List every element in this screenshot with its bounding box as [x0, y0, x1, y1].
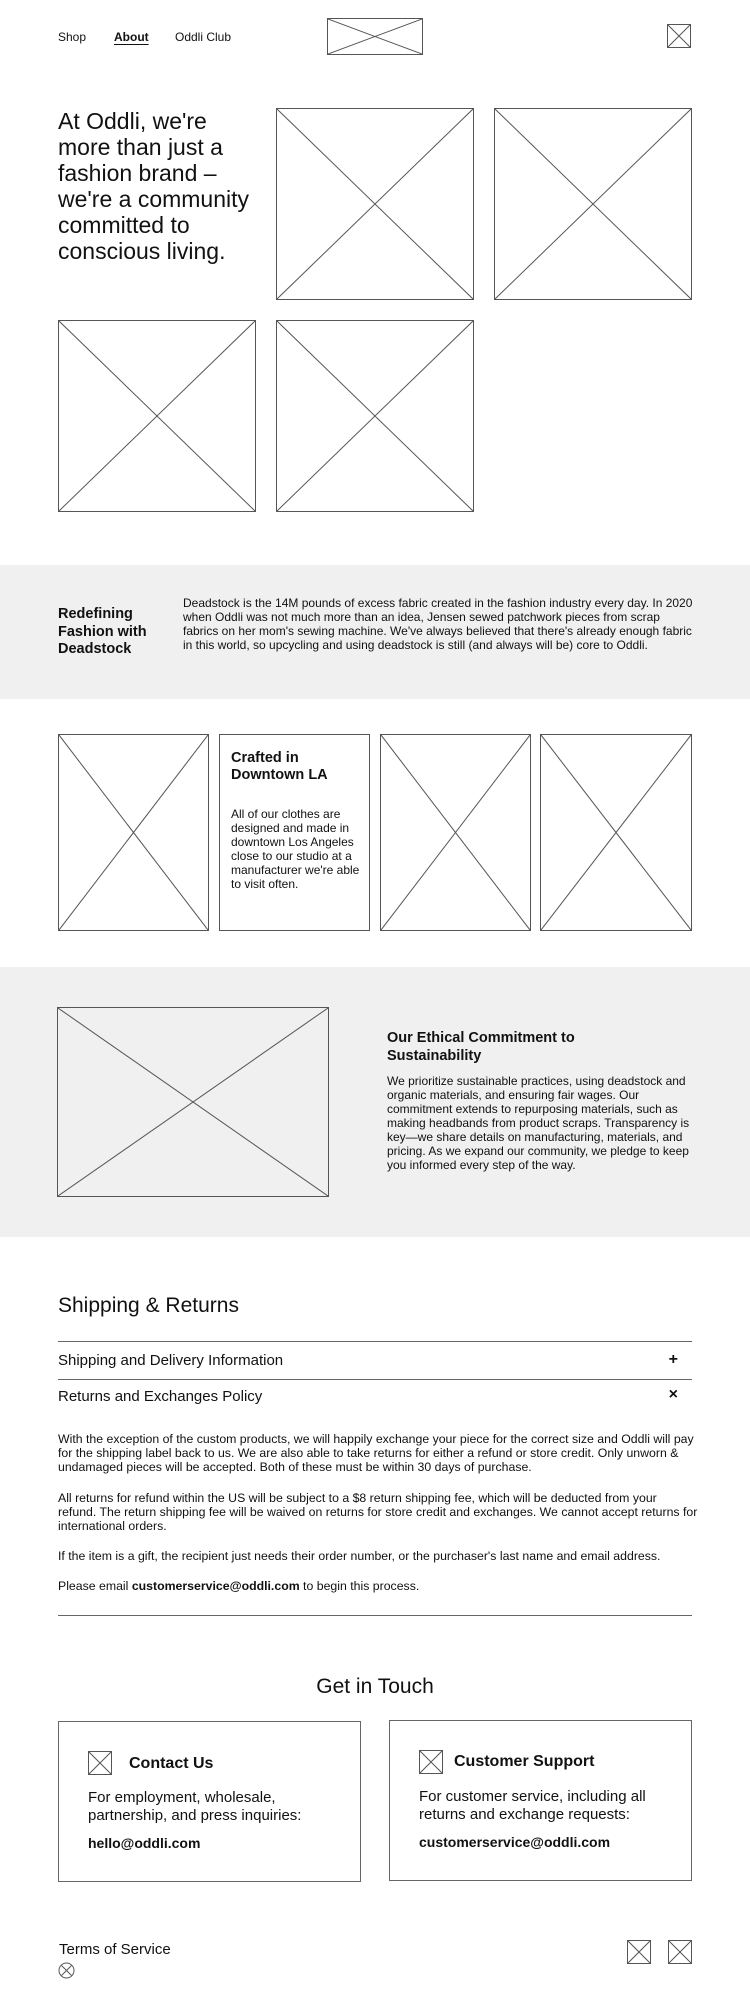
- accordion-label: Returns and Exchanges Policy: [58, 1388, 263, 1405]
- returns-email-suffix: to begin this process.: [299, 1579, 420, 1593]
- customer-support-email[interactable]: customerservice@oddli.com: [419, 1834, 611, 1850]
- nav-oddli-club[interactable]: Oddli Club: [175, 30, 232, 44]
- deadstock-body: Deadstock is the 14M pounds of excess fabric created in the fashion industry every day. In 2020 when Oddli was not much more than an idea, Jensen sewed patchwork pieces from scrap fabrics on her mom's sewing machine. We've always believed that there's already enough fabric in this world, so upcycling and using deadstock is still (and always will be) core to Oddli.: [183, 596, 693, 652]
- nav-shop[interactable]: Shop: [58, 30, 87, 44]
- customer-support-description: For customer service, including all returns and exchange requests:: [419, 1788, 646, 1823]
- social-icon[interactable]: [668, 1940, 692, 1964]
- plus-icon[interactable]: +: [668, 1351, 678, 1368]
- instagram-icon[interactable]: [627, 1940, 651, 1964]
- copyright-icon: [58, 1962, 75, 1979]
- terms-of-service-link[interactable]: Terms of Service: [59, 1941, 171, 1958]
- ethical-section: [0, 967, 750, 1237]
- mail-icon: [88, 1751, 112, 1775]
- crafted-title: Crafted in Downtown LA: [231, 750, 328, 783]
- returns-paragraph-3: If the item is a gift, the recipient just needs their order number, or the purchaser's last name and email address.: [58, 1549, 661, 1563]
- crafted-image-3: [540, 734, 692, 931]
- returns-paragraph-1: With the exception of the custom products, we will happily exchange your piece for the correct size and Oddli will pay for the shipping label back to us. We are also able to take returns for either a refund or store credit. Only unworn & undamaged pieces will be accepted. Both of these must be within 30 days of purchase.: [58, 1432, 694, 1474]
- accordion-shipping-delivery[interactable]: [58, 1343, 692, 1379]
- contact-title: Get in Touch: [316, 1675, 434, 1698]
- logo-image[interactable]: [327, 18, 423, 55]
- hero-image-1: [276, 108, 474, 300]
- ethical-image: [57, 1007, 329, 1197]
- contact-us-description: For employment, wholesale, partnership, and press inquiries:: [88, 1789, 302, 1824]
- cart-icon[interactable]: [667, 24, 691, 48]
- accordion-returns-exchanges[interactable]: [58, 1381, 692, 1415]
- contact-us-email[interactable]: hello@oddli.com: [88, 1835, 201, 1851]
- support-icon: [419, 1750, 443, 1774]
- close-icon[interactable]: ×: [668, 1386, 678, 1403]
- ethical-title: Our Ethical Commitment to Sustainability: [387, 1030, 575, 1064]
- crafted-body: All of our clothes are designed and made in downtown Los Angeles close to our studio at a manufacturer we're able to visit often.: [231, 807, 360, 891]
- returns-email-prefix: Please email: [58, 1579, 132, 1593]
- customer-support-card: [389, 1720, 692, 1881]
- shipping-returns-title: Shipping & Returns: [58, 1294, 239, 1317]
- crafted-text-card: [219, 734, 370, 931]
- returns-paragraph-2: All returns for refund within the US will be subject to a $8 return shipping fee, which will be deducted from your refund. The return shipping fee will be waived on returns for store credit and exchanges. We cannot accept returns for international orders.: [58, 1491, 698, 1533]
- crafted-image-1: [58, 734, 209, 931]
- ethical-body: We prioritize sustainable practices, using deadstock and organic materials, and ensuring fair wages. Our commitment extends to repurposing materials, such as making headbands from product scraps. Transparency is key—we share details on manufacturing, materials, and pricing. As we expand our community, we pledge to keep you informed every step of the way.: [387, 1074, 690, 1172]
- hero-image-3: [58, 320, 256, 512]
- crafted-image-2: [380, 734, 531, 931]
- contact-us-card: [58, 1721, 361, 1882]
- deadstock-section: [0, 565, 750, 699]
- customer-support-title: Customer Support: [454, 1753, 595, 1770]
- hero-title: At Oddli, we're more than just a fashion brand – we're a community committed to conscious living.: [58, 108, 250, 264]
- returns-paragraph-4: [58, 1579, 698, 1593]
- deadstock-title: Redefining Fashion with Deadstock: [58, 606, 147, 657]
- hero-image-2: [494, 108, 692, 300]
- divider: [58, 1341, 692, 1342]
- nav-about[interactable]: About: [114, 30, 149, 44]
- divider: [58, 1615, 692, 1616]
- accordion-label: Shipping and Delivery Information: [58, 1352, 284, 1369]
- contact-us-title: Contact Us: [129, 1755, 214, 1772]
- divider: [58, 1379, 692, 1380]
- hero-image-4: [276, 320, 474, 512]
- returns-email-link[interactable]: customerservice@oddli.com: [131, 1579, 300, 1593]
